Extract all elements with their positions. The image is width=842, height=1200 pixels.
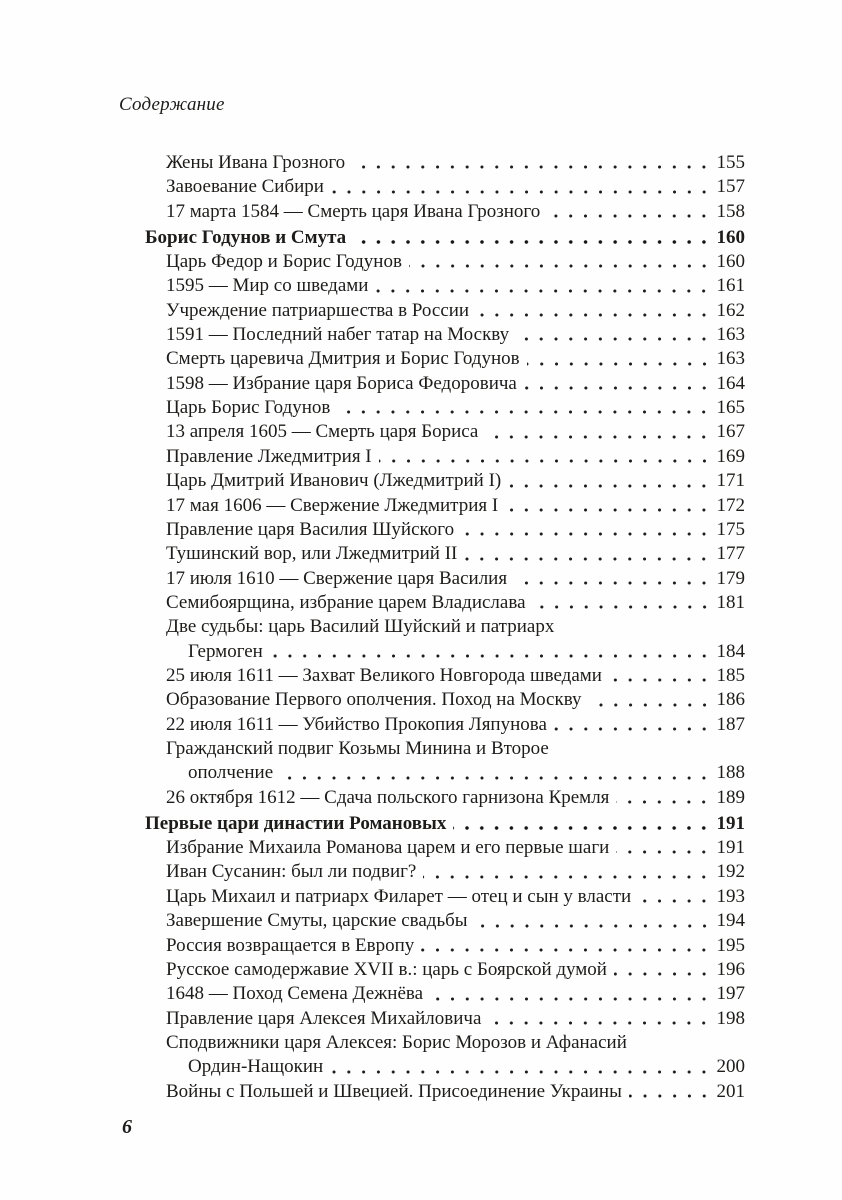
toc-entry-row: [145, 836, 745, 860]
toc-entry-row: [145, 175, 745, 199]
dot-leader: [524, 372, 713, 396]
dot-leader: [270, 640, 713, 664]
toc-entry-title: Сподвижники царя Алексея: Борис Морозов и Афанасий: [166, 1031, 627, 1053]
toc-entry-page: 179: [716, 567, 745, 589]
toc-entry-row: [145, 786, 745, 810]
toc-entry-page: 194: [716, 910, 745, 932]
dot-leader: [453, 812, 712, 836]
toc-entry-row: [145, 323, 745, 347]
dot-leader: [476, 299, 712, 323]
toc-entry-row: [145, 250, 745, 274]
toc-section-row: [145, 812, 745, 836]
dot-leader: [488, 1007, 712, 1031]
toc-entry-title: Учреждение патриаршества в России: [166, 299, 470, 321]
toc-entry-row: [145, 396, 745, 420]
toc-entry-title: Царь Михаил и патриарх Филарет — отец и сын у власти: [166, 885, 632, 907]
toc-entry-row: [145, 909, 745, 933]
dot-leader: [616, 836, 712, 860]
toc-entry-title: 25 июля 1611 — Захват Великого Новгорода шведами: [166, 665, 602, 687]
toc-entry-page: 177: [716, 543, 745, 565]
toc-entry-page: 197: [716, 983, 745, 1005]
toc-entry-title: Войны с Польшей и Швецией. Присоединение Украины: [166, 1080, 622, 1102]
dot-leader: [516, 323, 712, 347]
toc-entry-title: Русское самодержавие XVII в.: царь с Боярской думой: [166, 958, 607, 980]
toc-entry-title: Россия возвращается в Европу: [166, 934, 415, 956]
dot-leader: [485, 420, 712, 444]
dot-leader: [514, 567, 712, 591]
toc-entry-page: 162: [716, 299, 745, 321]
dot-leader: [330, 1055, 712, 1079]
dot-leader: [352, 151, 712, 175]
toc-entry-title: Иван Сусанин: был ли подвиг?: [166, 861, 417, 883]
toc-entry-row: [145, 445, 745, 469]
toc-entry-page: 188: [716, 762, 745, 784]
toc-entry-page: 155: [716, 152, 745, 173]
dot-leader: [331, 175, 713, 199]
toc-entry-page: 158: [716, 200, 745, 222]
toc-entry-page: 189: [716, 786, 745, 808]
toc-entry-page: 165: [716, 397, 745, 419]
toc-section-row: [145, 226, 745, 250]
toc-entry-row: [145, 885, 745, 909]
toc-entry-page: 160: [716, 226, 745, 248]
dot-leader: [533, 591, 713, 615]
toc-entry-title: Борис Годунов и Смута: [145, 226, 347, 248]
toc-entry-row: [145, 469, 745, 493]
toc-entry-row: [145, 761, 745, 785]
toc-entry-title: 13 апреля 1605 — Смерть царя Бориса: [166, 421, 479, 443]
toc-entry-row: [145, 420, 745, 444]
toc-entry-row: [145, 640, 745, 664]
toc-entry-page: 171: [716, 470, 745, 492]
dot-leader: [353, 226, 712, 250]
toc-entry-row: [145, 347, 745, 371]
toc-entry-page: 164: [716, 372, 745, 394]
dot-leader: [280, 761, 712, 785]
dot-leader: [589, 688, 713, 712]
toc-entry-title: 22 июля 1611 — Убийство Прокопия Ляпунова: [166, 713, 547, 735]
toc-entry-title: Царь Борис Годунов: [166, 397, 331, 419]
toc-entry-title: Правление царя Василия Шуйского: [166, 518, 455, 540]
toc-entry-title: Завершение Смуты, царские свадьбы: [166, 910, 468, 932]
dot-leader: [629, 1080, 713, 1104]
dot-leader: [464, 542, 712, 566]
toc-entry-title: Смерть царевича Дмитрия и Борис Годунов: [166, 348, 520, 370]
toc-entry-page: 192: [716, 861, 745, 883]
page-title: Содержание: [119, 94, 225, 115]
dot-leader: [461, 518, 712, 542]
toc-entry-title: 17 мая 1606 — Свержение Лжедмитрия I: [166, 494, 499, 516]
toc-entry-page: 193: [716, 885, 745, 907]
dot-leader: [614, 958, 713, 982]
dot-leader: [609, 664, 713, 688]
toc-entry-title: Жены Ивана Грозного: [166, 152, 346, 173]
dot-leader: [379, 445, 713, 469]
toc-entry-title: Царь Федор и Борис Годунов: [166, 250, 402, 272]
toc-entry-row: [145, 299, 745, 323]
dot-leader: [337, 396, 712, 420]
dot-leader: [554, 713, 713, 737]
toc-entry-title: Образование Первого ополчения. Поход на Москву: [166, 689, 582, 711]
toc-entry-row: [145, 615, 745, 639]
dot-leader: [638, 885, 712, 909]
toc-entry-row: [145, 200, 745, 224]
toc-entry-page: 198: [716, 1007, 745, 1029]
toc-entry-title: Правление царя Алексея Михайловича: [166, 1007, 482, 1029]
toc-entry-title: Первые цари династии Романовых: [145, 812, 447, 834]
toc-entry-page: 191: [716, 837, 745, 859]
toc-entry-row: [145, 958, 745, 982]
toc-entry-page: 157: [716, 176, 745, 198]
toc-entry-title: Тушинский вор, или Лжедмитрий II: [166, 543, 458, 565]
dot-leader: [616, 786, 712, 810]
toc-entry-page: 195: [716, 934, 745, 956]
toc-entry-page: 175: [716, 518, 745, 540]
dot-leader: [508, 469, 712, 493]
toc-entry-row: [145, 1080, 745, 1104]
toc-entry-row: [145, 934, 745, 958]
toc-entry-title: Правление Лжедмитрия I: [166, 445, 372, 467]
toc-entry-page: 163: [716, 324, 745, 346]
toc-entry-title: Ордин-Нащокин: [188, 1056, 324, 1078]
toc-entry-row: [145, 860, 745, 884]
toc-entry-page: 200: [716, 1056, 745, 1078]
toc-entry-title: Завоевание Сибири: [166, 176, 324, 198]
dot-leader: [423, 860, 712, 884]
toc-list: [145, 151, 745, 1104]
toc-entry-row: [145, 688, 745, 712]
toc-entry-page: 196: [716, 958, 745, 980]
toc-entry-row: [145, 713, 745, 737]
toc-entry-title: 1598 — Избрание царя Бориса Федоровича: [166, 372, 517, 394]
toc-entry-page: 167: [716, 421, 745, 443]
toc-entry-title: Семибоярщина, избрание царем Владислава: [166, 591, 526, 613]
dot-leader: [505, 494, 712, 518]
toc-entry-page: 160: [716, 250, 745, 272]
toc-entry-title: 1591 — Последний набег татар на Москву: [166, 324, 510, 346]
dot-leader: [430, 982, 712, 1006]
toc-entry-page: 201: [716, 1080, 745, 1102]
toc-entry-row: [145, 982, 745, 1006]
toc-entry-page: 163: [716, 348, 745, 370]
toc-entry-title: Царь Дмитрий Иванович (Лжедмитрий I): [166, 470, 502, 492]
dot-leader: [409, 250, 713, 274]
toc-entry-page: 169: [716, 445, 745, 467]
toc-entry-row: [145, 372, 745, 396]
toc-entry-page: 181: [716, 591, 745, 613]
dot-leader: [375, 274, 712, 298]
toc-entry-row: [145, 1055, 745, 1079]
toc-entry-row: [145, 1007, 745, 1031]
toc-entry-title: 17 июля 1610 — Свержение царя Василия: [166, 567, 508, 589]
toc-entry-row: [145, 737, 745, 761]
toc-entry-row: [145, 494, 745, 518]
toc-entry-title: Гермоген: [188, 640, 263, 662]
dot-leader: [421, 934, 712, 958]
toc-entry-page: 161: [716, 275, 745, 297]
toc-entry-title: ополчение: [188, 762, 274, 784]
toc-entry-title: Две судьбы: царь Василий Шуйский и патриарх: [166, 616, 555, 638]
toc-entry-page: 184: [716, 640, 745, 662]
toc-entry-row: [145, 542, 745, 566]
toc-entry-title: 17 марта 1584 — Смерть царя Ивана Грозного: [166, 200, 541, 222]
toc-entry-row: [145, 591, 745, 615]
toc-entry-page: 185: [716, 665, 745, 687]
toc-entry-page: 187: [716, 713, 745, 735]
toc-entry-row: [145, 664, 745, 688]
dot-leader: [547, 200, 712, 224]
toc-entry-title: 1595 — Мир со шведами: [166, 275, 369, 297]
toc-entry-page: 186: [716, 689, 745, 711]
dot-leader: [475, 909, 713, 933]
toc-entry-page: 172: [716, 494, 745, 516]
page-number: 6: [122, 1116, 132, 1138]
toc-entry-title: Избрание Михаила Романова царем и его первые шаги: [166, 837, 610, 859]
toc-entry-row: [145, 151, 745, 175]
toc-entry-row: [145, 567, 745, 591]
toc-entry-page: 191: [716, 812, 745, 834]
toc-entry-row: [145, 274, 745, 298]
dot-leader: [527, 347, 713, 371]
toc-entry-title: Гражданский подвиг Козьмы Минина и Второе: [166, 738, 549, 760]
toc-entry-row: [145, 1031, 745, 1055]
toc-entry-row: [145, 518, 745, 542]
toc-entry-title: 26 октября 1612 — Сдача польского гарнизона Кремля: [166, 786, 610, 808]
toc-entry-title: 1648 — Поход Семена Дежнёва: [166, 983, 424, 1005]
